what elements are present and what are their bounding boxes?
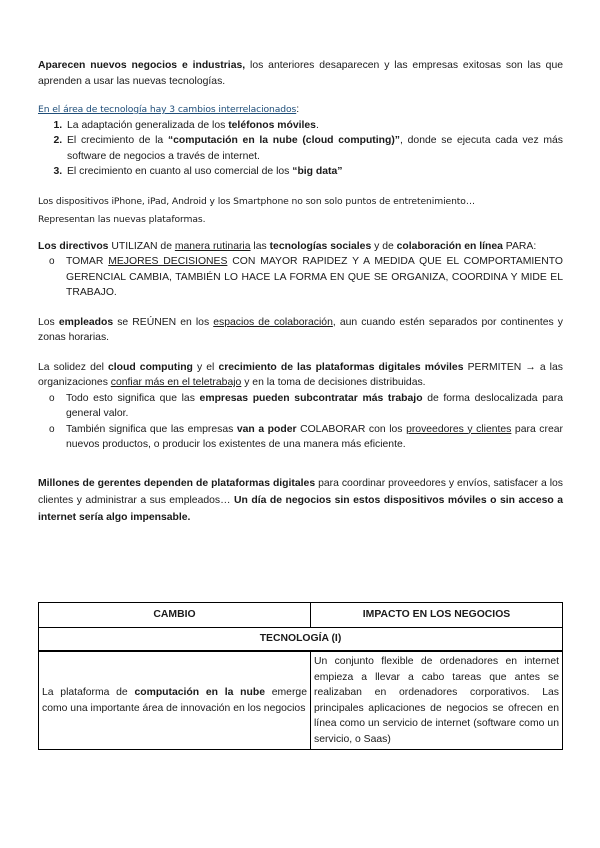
changes-list [38,118,563,180]
devices-line-2: Representan las nuevas plataformas. [38,213,206,225]
text-bold: Millones de gerentes dependen de plataformas digitales [38,477,316,489]
list-item [65,133,563,164]
item-bold: “computación en la nube (cloud computing)” [167,135,401,146]
table-header-row [39,603,563,628]
text-bold: Un día de negocios sin estos dispositivos móviles o sin acceso a internet sería algo impensable. [38,494,564,523]
item-text: El crecimiento de la [67,135,168,146]
text: y de [371,240,397,252]
item-text: El crecimiento en cuanto al uso comercial de los [67,166,293,177]
item-text: La adaptación generalizada de los [67,119,229,131]
text: Los [38,316,59,328]
text-bold: crecimiento de las plataformas digitales móviles [218,361,464,373]
text-bold: cloud computing [108,361,193,373]
table-row [39,651,563,750]
intro-paragraph [38,58,563,89]
intro-text: los anteriores desaparecen y las empresas exitosas son las que aprenden a usar las nuevas tecnologías. [38,60,564,87]
text: de forma deslocalizada para general valor. [66,392,563,419]
change-cell [39,651,311,750]
item-text: . [315,119,319,131]
text: La plataforma de [42,687,135,698]
text-underline: espacios de colaboración [213,316,333,328]
cloud-bullets [38,391,563,453]
table-section-row [39,628,563,652]
text: se REÚNEN en los [113,316,214,328]
column-header-impact: IMPACTO EN LOS NEGOCIOS [311,603,563,628]
text-underline: proveedores y clientes [406,423,512,435]
impact-cell: Un conjunto flexible de ordenadores en internet empieza a llevar a cabo tareas que antes se realizaban en ordenadores corporativos. Las principales aplicaciones de negocios se ofrecen en línea como un servicio de internet (software como un servicio, o Saas) [311,651,563,750]
text: las [250,240,270,252]
text: emerge como una importante área de innovación en los negocios [42,687,307,714]
document-body [38,0,563,526]
item-bold: “big data” [292,166,343,177]
text-underline: manera rutinaria [174,240,251,252]
text-bold: empresas pueden subcontratar más trabajo [199,392,423,404]
list-item [65,118,563,134]
text: para crear nuevos productos, o producir los existentes de una manera más eficiente. [66,423,563,450]
directivos-paragraph [38,239,563,255]
tech-heading-link[interactable]: En el área de tecnología hay 3 cambios interrelacionados [38,104,297,115]
list-item [65,164,563,180]
tech-heading-colon: : [296,104,300,115]
devices-line-1: Los dispositivos iPhone, iPad, Android y los Smartphone no son solo puntos de entretenimiento… [38,195,475,207]
list-item [66,422,563,453]
list-item [66,254,563,301]
text-bold: colaboración en línea [396,240,503,252]
item-text: , donde se ejecuta cada vez más software de negocios a través de internet. [67,135,564,162]
text: También significa que las empresas [66,423,237,435]
text: COLABORAR con los [296,423,407,435]
text-bold: van a poder [236,423,297,435]
text-bold: empleados [58,316,114,328]
empleados-paragraph [38,315,563,346]
text: PARA: [502,240,537,252]
text: Todo esto significa que las [66,392,200,404]
text: TOMAR [66,256,109,267]
column-header-change: CAMBIO [39,603,311,628]
text: para coordinar proveedores y envíos, satisfacer a los clientes y administrar a sus empleados… [38,477,563,506]
text-bold: Los directivos [38,240,109,252]
tech-heading [38,102,563,118]
impact-table [38,602,563,750]
text: y en la toma de decisiones distribuidas. [241,377,426,388]
item-bold: teléfonos móviles [228,119,316,131]
text-bold: tecnologías sociales [269,240,372,252]
text-underline: MEJORES DECISIONES [108,256,228,267]
cloud-paragraph [38,360,563,391]
text-underline: confiar más en el teletrabajo [110,377,242,388]
text: UTILIZAN de [108,240,175,252]
list-item [66,391,563,422]
text: CON MAYOR RAPIDEZ Y A MEDIDA QUE EL COMPORTAMIENTO GERENCIAL CAMBIA, TAMBIÉN LO HACE LA FORMA EN QUE SE ORGANIZA, COORDINA Y MIDE EL TRABAJO. [66,256,563,298]
intro-bold: Aparecen nuevos negocios e industrias, [38,60,246,71]
millones-paragraph [38,475,563,526]
text: La solidez del [38,361,109,373]
text: y el [192,361,219,373]
text-bold: computación en la nube [134,687,265,698]
section-title: TECNOLOGÍA (I) [39,628,563,652]
directivos-bullets [38,254,563,301]
text: , aun cuando estén separados por continentes y zonas horarias. [38,316,564,343]
text: PERMITEN → a las organizaciones [38,361,563,388]
